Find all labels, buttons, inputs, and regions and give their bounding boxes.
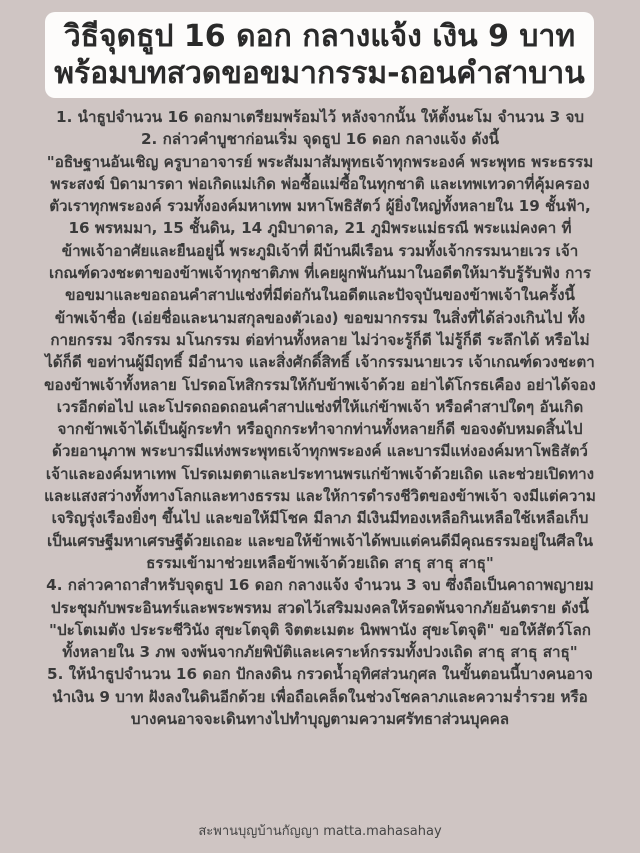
article-body xyxy=(44,106,596,730)
page-title-line-2: พร้อมบทสวดขอขมากรรม-ถอนคำสาบาน xyxy=(54,56,585,91)
step-4-chant-text: "ปะโตเมตัง ประระชีวินัง สุขะโตจุติ จิตตะเมตะ นิพพานัง สุขะโตจุติ" ขอให้สัตว์โลกทั้งหลายใน 3 ภพ จงพ้นจากภัยพิบัติและเคราะห์กรรมทั้งปวงเถิด สาธุ สาธุ สาธุ" xyxy=(49,620,591,662)
page-title-line-1: วิธีจุดธูป 16 ดอก กลางแจ้ง เงิน 9 บาท xyxy=(63,19,576,54)
footer-credit: สะพานบุญบ้านกัญญา matta.mahasahay xyxy=(198,824,442,839)
prayer-blessing-text: ด้วยอานุภาพ พระบารมีแห่งพระพุทธเจ้าทุกพระองค์ และบารมีแห่งองค์มหาโพธิสัตว์เจ้าและองค์มหาเทพ โปรดเมตตาและประทานพรแก่ข้าพเจ้าด้วยเถิด และช่วยเปิดทางและแสงสว่างทั้งทางโลกและทางธรรม และให้การดำรงชีวิตของข้าพเจ้า จงมีแต่ความเจริญรุ่งเรืองยิ่งๆ ขึ้นไป และขอให้มีโชค มีลาภ มีเงินมีทองเหลือกินเหลือใช้เหลือเก็บ เป็นเศรษฐีมหาเศรษฐีด้วยเถอะ และขอให้ข้าพเจ้าได้พบแต่คนดีมีคุณธรรมอยู่ในศีลในธรรมเข้ามาช่วยเหลือข้าพเจ้าด้วยเถิด สาธุ สาธุ สาธุ" xyxy=(44,442,596,572)
step-2-text: 2. กล่าวคำบูชาก่อนเริ่ม จุดธูป 16 ดอก กลางแจ้ง ดังนี้ xyxy=(140,130,500,149)
step-5-text: 5. ให้นำธูปจำนวน 16 ดอก ปักลงดิน กรวดน้ำอุทิศส่วนกุศล ในขั้นตอนนี้บางคนอาจนำเงิน 9 บาท ฝังลงในดินอีกด้วย เพื่อถือเคล็ดในช่วงโชคลาภและความร่ำรวย หรือบางคนอาจจะเดินทางไปทำบุญตามความศรัทธาส่วนบุคคล xyxy=(47,665,593,729)
title-card xyxy=(45,12,594,98)
step-1-text: 1. นำธูปจำนวน 16 ดอกมาเตรียมพร้อมไว้ หลังจากนั้น ให้ตั้งนะโม จำนวน 3 จบ xyxy=(56,108,584,126)
prayer-invocation-text: "อธิษฐานอันเชิญ ครูบาอาจารย์ พระสัมมาสัมพุทธเจ้าทุกพระองค์ พระพุทธ พระธรรม พระสงฆ์ บิดามารดา พ่อเกิดแม่เกิด พ่อซื้อแม่ซื้อในทุกชาติ และเทพเทวดาที่คุ้มครองตัวเราทุกพระองค์ รวมทั้งองค์มหาเทพ มหาโพธิสัตว์ ผู้ยิ่งใหญ่ทั้งหลายใน 19 ชั้นฟ้า, 16 พรหมมา, 15 ชั้นดิน, 14 ภูมิบาดาล, 21 ภูมิพระแม่ธรณี พระแม่คงคา ที่ข้าพเจ้าอาศัยและยืนอยู่นี้ พระภูมิเจ้าที่ ผีบ้านผีเรือน รวมทั้งเจ้ากรรมนายเวร เจ้าเกณฑ์ดวงชะตาของข้าพเจ้าทุกชาติภพ ที่เคยผูกพันกันมาในอดีตให้มารับรู้รับฟัง การขอขมาและขอถอนคำสาปแช่งที่มีต่อกันในอดีตและปัจจุบันของข้าพเจ้าในครั้งนี้ xyxy=(46,152,594,305)
prayer-confession-text: ข้าพเจ้าชื่อ (เอ่ยชื่อและนามสกุลของตัวเอง) ขอขมากรรม ในสิ่งที่ได้ล่วงเกินไป ทั้งกายกรรม วจีกรรม มโนกรรม ต่อท่านทั้งหลาย ไม่ว่าจะรู้ก็ดี ไม่รู้ก็ดี ระลึกได้ หรือไม่ได้ก็ดี ขอท่านผู้มีฤทธิ์ มีอำนาจ และสิ่งศักดิ์สิทธิ์ เจ้ากรรมนายเวร เจ้าเกณฑ์ดวงชะตาของข้าพเจ้าทั้งหลาย โปรดอโหสิกรรมให้กับข้าพเจ้าด้วย อย่าได้โกรธเคือง อย่าได้จองเวรอีกต่อไป และโปรดถอดถอนคำสาปแช่งที่ให้แก่ข้าพเจ้า หรือคำสาปใดๆ อันเกิดจากข้าพเจ้าได้เป็นผู้กระทำ หรือถูกกระทำจากท่านทั้งหลายก็ดี ขอจงดับหมดสิ้นไป xyxy=(44,308,596,439)
step-4-text: 4. กล่าวคาถาสำหรับจุดธูป 16 ดอก กลางแจ้ง จำนวน 3 จบ ซึ่งถือเป็นคาถาพญายมประชุมกับพระอินทร์และพระพรหม สวดไว้เสริมมงคลให้รอดพ้นจากภัยอันตราย ดังนี้ xyxy=(46,576,594,617)
